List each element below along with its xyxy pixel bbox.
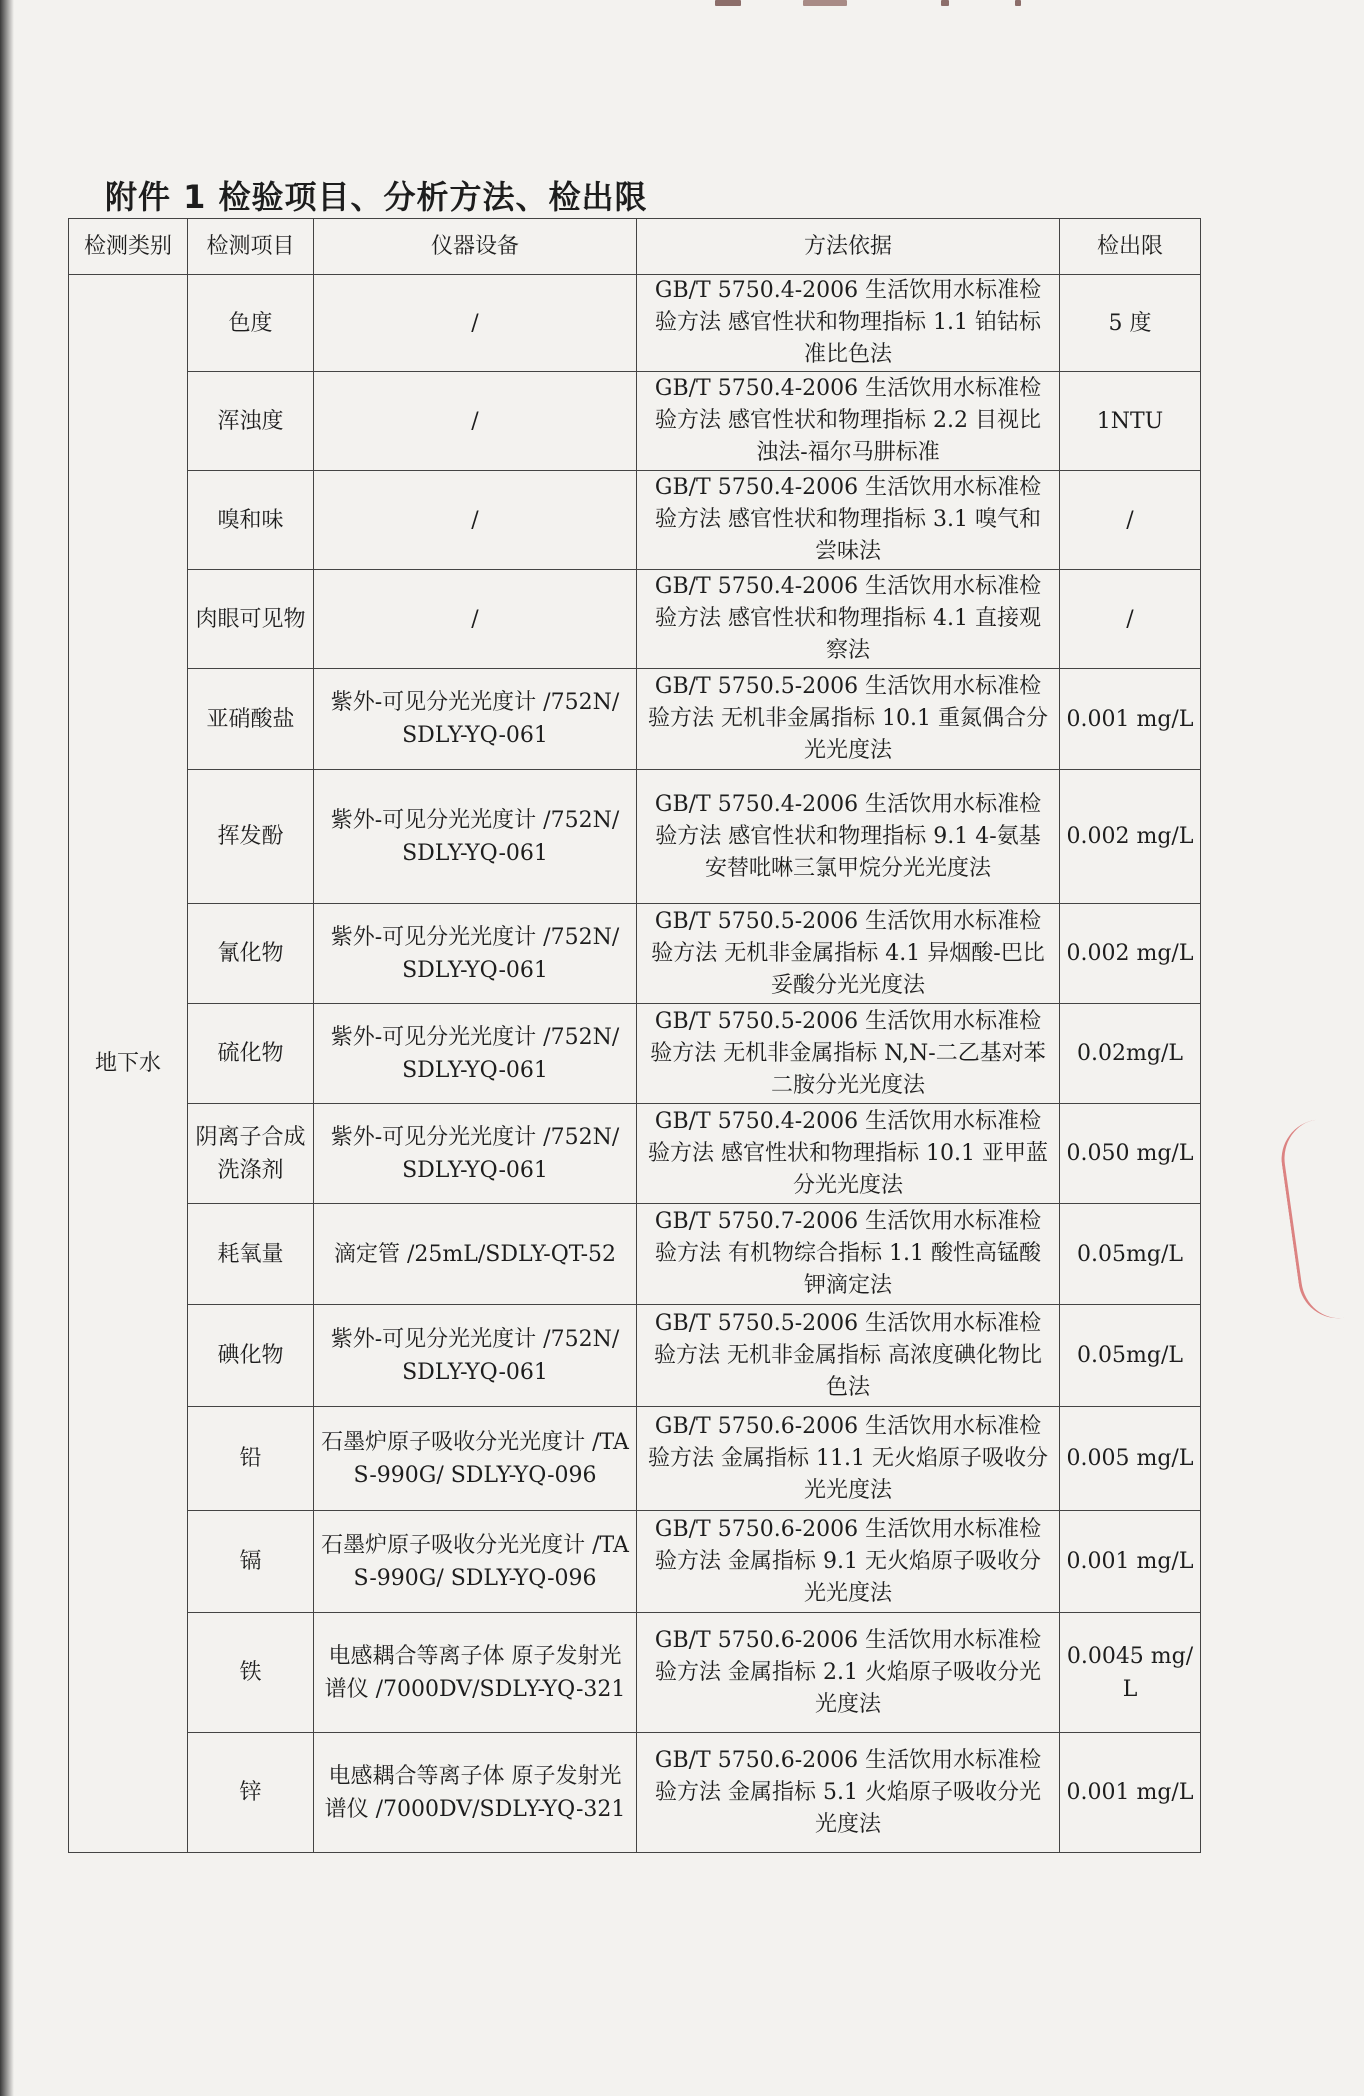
top-edge-marks — [715, 0, 1045, 8]
table-row — [69, 1204, 1201, 1305]
item-cell: 耗氧量 — [188, 1204, 314, 1305]
method-cell: GB/T 5750.7-2006 生活饮用水标准检验方法 有机物综合指标 1.1 酸性高锰酸钾滴定法 — [637, 1204, 1060, 1305]
item-cell: 铅 — [188, 1407, 314, 1511]
inspection-table — [68, 218, 1201, 1853]
instrument-cell: 电感耦合等离子体 原子发射光谱仪 /7000DV/SDLY-YQ-321 — [314, 1733, 637, 1853]
method-cell: GB/T 5750.6-2006 生活饮用水标准检验方法 金属指标 2.1 火焰原子吸收分光光度法 — [637, 1613, 1060, 1733]
header-category: 检测类别 — [69, 219, 188, 275]
limit-cell: 0.001 mg/L — [1060, 669, 1201, 770]
table-header-row — [69, 219, 1201, 275]
limit-cell: 0.02mg/L — [1060, 1004, 1201, 1104]
item-cell: 浑浊度 — [188, 372, 314, 471]
item-cell: 锌 — [188, 1733, 314, 1853]
table-row — [69, 1104, 1201, 1204]
item-cell: 肉眼可见物 — [188, 570, 314, 669]
method-cell: GB/T 5750.5-2006 生活饮用水标准检验方法 无机非金属指标 4.1 异烟酸-巴比妥酸分光光度法 — [637, 904, 1060, 1004]
table-row — [69, 372, 1201, 471]
table-row — [69, 1733, 1201, 1853]
header-item: 检测项目 — [188, 219, 314, 275]
instrument-cell: / — [314, 372, 637, 471]
table-row — [69, 471, 1201, 570]
limit-cell: 0.0045 mg/L — [1060, 1613, 1201, 1733]
table-row — [69, 275, 1201, 372]
method-cell: GB/T 5750.6-2006 生活饮用水标准检验方法 金属指标 5.1 火焰原子吸收分光光度法 — [637, 1733, 1060, 1853]
instrument-cell: 紫外-可见分光光度计 /752N/ SDLY-YQ-061 — [314, 770, 637, 904]
instrument-cell: / — [314, 275, 637, 372]
header-limit: 检出限 — [1060, 219, 1201, 275]
instrument-cell: 紫外-可见分光光度计 /752N/ SDLY-YQ-061 — [314, 669, 637, 770]
item-cell: 镉 — [188, 1511, 314, 1613]
limit-cell: 0.05mg/L — [1060, 1305, 1201, 1407]
red-seal-stamp-fragment — [1276, 1117, 1364, 1324]
item-cell: 亚硝酸盐 — [188, 669, 314, 770]
table-row — [69, 1305, 1201, 1407]
item-cell: 铁 — [188, 1613, 314, 1733]
item-cell: 阴离子合成洗涤剂 — [188, 1104, 314, 1204]
instrument-cell: 紫外-可见分光光度计 /752N/ SDLY-YQ-061 — [314, 1104, 637, 1204]
limit-cell: 0.05mg/L — [1060, 1204, 1201, 1305]
table-row — [69, 770, 1201, 904]
limit-cell: / — [1060, 570, 1201, 669]
item-cell: 挥发酚 — [188, 770, 314, 904]
instrument-cell: 石墨炉原子吸收分光光度计 /TAS-990G/ SDLY-YQ-096 — [314, 1511, 637, 1613]
instrument-cell: 滴定管 /25mL/SDLY-QT-52 — [314, 1204, 637, 1305]
instrument-cell: 紫外-可见分光光度计 /752N/ SDLY-YQ-061 — [314, 904, 637, 1004]
item-cell: 碘化物 — [188, 1305, 314, 1407]
limit-cell: 1NTU — [1060, 372, 1201, 471]
method-cell: GB/T 5750.4-2006 生活饮用水标准检验方法 感官性状和物理指标 1.1 铂钴标准比色法 — [637, 275, 1060, 372]
table-row — [69, 1511, 1201, 1613]
limit-cell: / — [1060, 471, 1201, 570]
limit-cell: 5 度 — [1060, 275, 1201, 372]
limit-cell: 0.001 mg/L — [1060, 1733, 1201, 1853]
method-cell: GB/T 5750.4-2006 生活饮用水标准检验方法 感官性状和物理指标 2.2 目视比浊法-福尔马肼标准 — [637, 372, 1060, 471]
table-row — [69, 1407, 1201, 1511]
table-row — [69, 669, 1201, 770]
page-title: 附件 1 检验项目、分析方法、检出限 — [105, 178, 648, 216]
method-cell: GB/T 5750.4-2006 生活饮用水标准检验方法 感官性状和物理指标 9.1 4-氨基安替吡啉三氯甲烷分光光度法 — [637, 770, 1060, 904]
item-cell: 氰化物 — [188, 904, 314, 1004]
table-row — [69, 1004, 1201, 1104]
limit-cell: 0.002 mg/L — [1060, 904, 1201, 1004]
method-cell: GB/T 5750.6-2006 生活饮用水标准检验方法 金属指标 11.1 无火焰原子吸收分光光度法 — [637, 1407, 1060, 1511]
instrument-cell: / — [314, 471, 637, 570]
instrument-cell: 紫外-可见分光光度计 /752N/ SDLY-YQ-061 — [314, 1305, 637, 1407]
method-cell: GB/T 5750.5-2006 生活饮用水标准检验方法 无机非金属指标 10.1 重氮偶合分光光度法 — [637, 669, 1060, 770]
method-cell: GB/T 5750.6-2006 生活饮用水标准检验方法 金属指标 9.1 无火焰原子吸收分光光度法 — [637, 1511, 1060, 1613]
instrument-cell: 紫外-可见分光光度计 /752N/ SDLY-YQ-061 — [314, 1004, 637, 1104]
method-cell: GB/T 5750.5-2006 生活饮用水标准检验方法 无机非金属指标 高浓度碘化物比色法 — [637, 1305, 1060, 1407]
instrument-cell: 石墨炉原子吸收分光光度计 /TAS-990G/ SDLY-YQ-096 — [314, 1407, 637, 1511]
instrument-cell: / — [314, 570, 637, 669]
item-cell: 嗅和味 — [188, 471, 314, 570]
method-cell: GB/T 5750.4-2006 生活饮用水标准检验方法 感官性状和物理指标 4.1 直接观察法 — [637, 570, 1060, 669]
table-row — [69, 904, 1201, 1004]
limit-cell: 0.002 mg/L — [1060, 770, 1201, 904]
limit-cell: 0.050 mg/L — [1060, 1104, 1201, 1204]
table-row — [69, 1613, 1201, 1733]
category-cell: 地下水 — [69, 275, 188, 1853]
method-cell: GB/T 5750.4-2006 生活饮用水标准检验方法 感官性状和物理指标 3.1 嗅气和尝味法 — [637, 471, 1060, 570]
table-row — [69, 570, 1201, 669]
limit-cell: 0.001 mg/L — [1060, 1511, 1201, 1613]
limit-cell: 0.005 mg/L — [1060, 1407, 1201, 1511]
item-cell: 色度 — [188, 275, 314, 372]
method-cell: GB/T 5750.4-2006 生活饮用水标准检验方法 感官性状和物理指标 10.1 亚甲蓝分光光度法 — [637, 1104, 1060, 1204]
header-instrument: 仪器设备 — [314, 219, 637, 275]
method-cell: GB/T 5750.5-2006 生活饮用水标准检验方法 无机非金属指标 N,N-二乙基对苯二胺分光光度法 — [637, 1004, 1060, 1104]
page-edge-shadow — [0, 0, 14, 2096]
instrument-cell: 电感耦合等离子体 原子发射光谱仪 /7000DV/SDLY-YQ-321 — [314, 1613, 637, 1733]
header-method: 方法依据 — [637, 219, 1060, 275]
item-cell: 硫化物 — [188, 1004, 314, 1104]
